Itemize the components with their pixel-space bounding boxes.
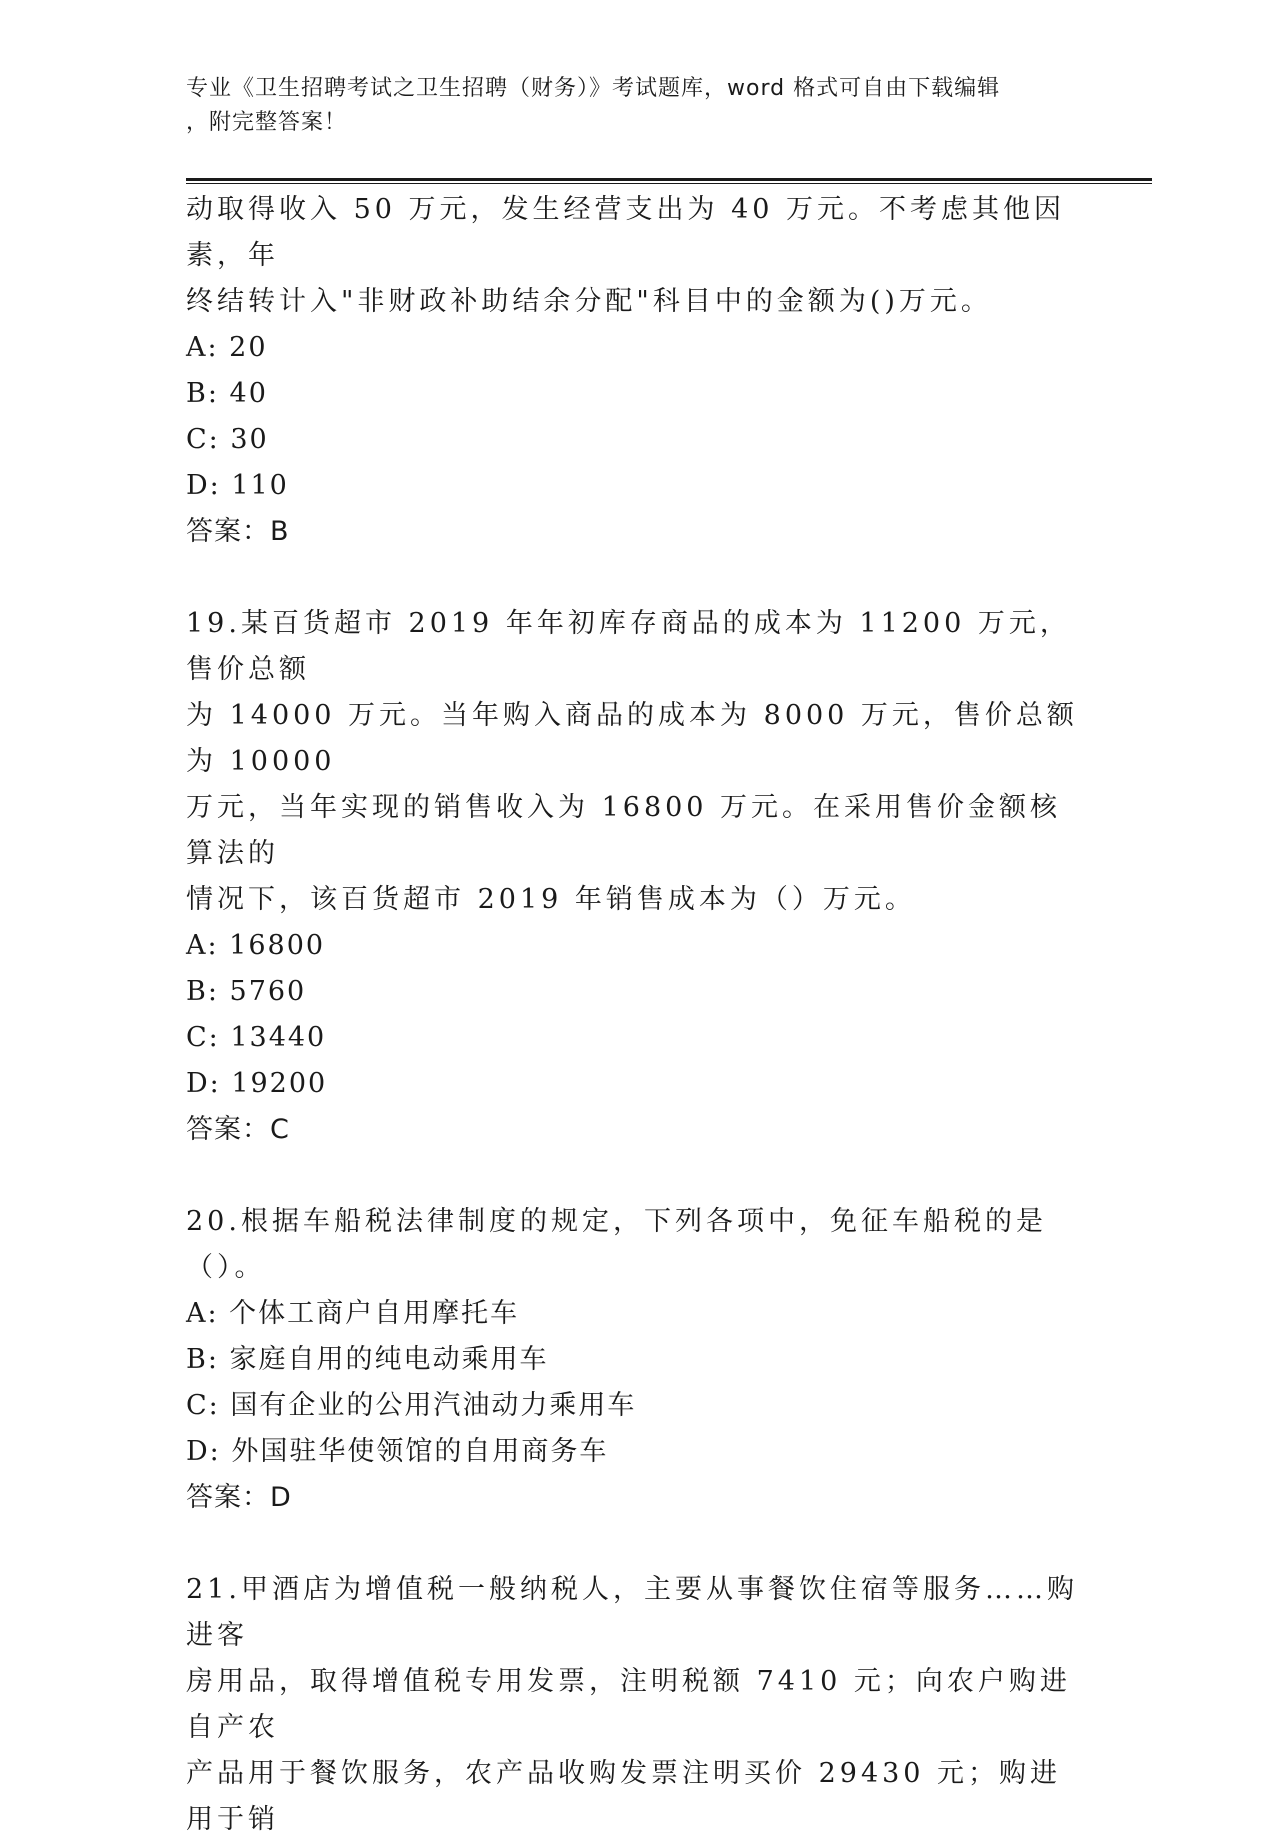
option-d: D: 110 — [186, 470, 289, 501]
question-19 — [186, 601, 1086, 1153]
option-b: B: 家庭自用的纯电动乘用车 — [186, 1344, 549, 1375]
option-c: C: 30 — [186, 424, 269, 455]
option-d: D: 19200 — [186, 1068, 328, 1099]
spacer — [186, 1153, 1086, 1199]
question-list — [186, 187, 1086, 1843]
question-21 — [186, 1567, 1086, 1843]
document-header-note: 专业《卫生招聘考试之卫生招聘（财务）》考试题库，word 格式可自由下载编辑 ，附完整答案！ — [186, 76, 1001, 135]
header-divider-thick — [186, 178, 1152, 181]
question-text-line: 为 14000 万元。当年购入商品的成本为 8000 万元，售价总额为 10000 — [186, 700, 1078, 777]
question-text-line: 终结转计入"非财政补助结余分配"科目中的金额为()万元。 — [186, 286, 992, 317]
option-b: B: 40 — [186, 378, 268, 409]
question-text-line: 房用品，取得增值税专用发票，注明税额 7410 元；向农户购进自产农 — [186, 1666, 1071, 1743]
option-d: D: 外国驻华使领馆的自用商务车 — [186, 1436, 609, 1467]
question-20 — [186, 1199, 1086, 1521]
option-c: C: 13440 — [186, 1022, 327, 1053]
question-text-line: 动取得收入 50 万元，发生经营支出为 40 万元。不考虑其他因素，年 — [186, 194, 1066, 271]
option-a: A: 16800 — [186, 930, 326, 961]
question-text-line: 情况下，该百货超市 2019 年销售成本为（）万元。 — [186, 884, 916, 915]
question-18-continued — [186, 187, 1086, 555]
answer-line: 答案：D — [186, 1482, 292, 1513]
answer-line: 答案：B — [186, 516, 290, 547]
answer-line: 答案：C — [186, 1114, 290, 1145]
question-text-line: 20.根据车船税法律制度的规定，下列各项中，免征车船税的是（）。 — [186, 1206, 1047, 1283]
option-c: C: 国有企业的公用汽油动力乘用车 — [186, 1390, 637, 1421]
question-text-line: 万元，当年实现的销售收入为 16800 万元。在采用售价金额核算法的 — [186, 792, 1062, 869]
header-divider-thin — [186, 183, 1152, 184]
option-a: A: 个体工商户自用摩托车 — [186, 1298, 520, 1329]
question-text-line: 19.某百货超市 2019 年年初库存商品的成本为 11200 万元，售价总额 — [186, 608, 1071, 685]
spacer — [186, 555, 1086, 601]
option-b: B: 5760 — [186, 976, 307, 1007]
question-text-line: 产品用于餐饮服务，农产品收购发票注明买价 29430 元；购进用于销 — [186, 1758, 1062, 1835]
option-a: A: 20 — [186, 332, 268, 363]
question-text-line: 21.甲酒店为增值税一般纳税人，主要从事餐饮住宿等服务……购进客 — [186, 1574, 1078, 1651]
spacer — [186, 1521, 1086, 1567]
